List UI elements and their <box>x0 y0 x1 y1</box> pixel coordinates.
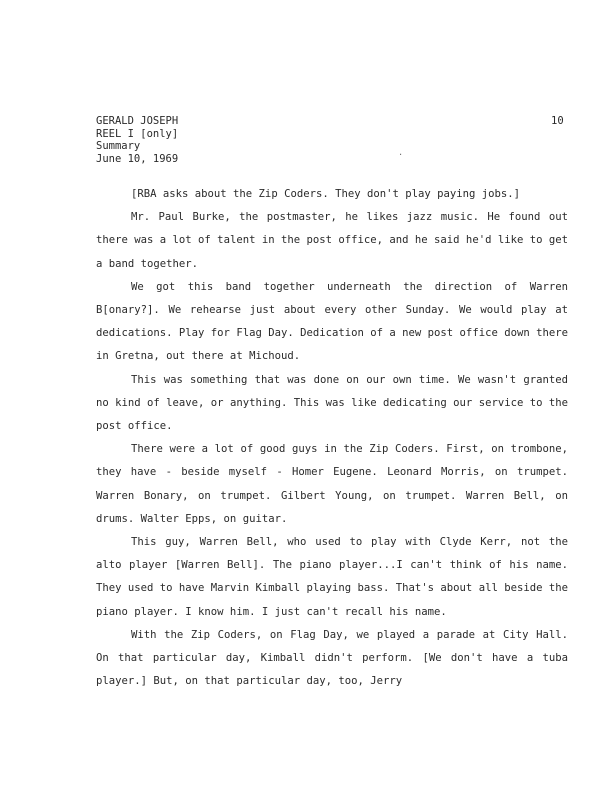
page-number: 10 <box>551 115 564 127</box>
transcript-body <box>96 183 568 693</box>
interviewee-name: GERALD JOSEPH <box>96 115 179 127</box>
paragraph-5: There were a lot of good guys in the Zip Coders. First, on trombone, they have - beside myself - Homer Eugene. Leonard Morris, on trumpet. Warren Bonary, on trumpet. Gilbert Young, on trumpet. Warren Bell, on drums. Walter Epps, on guitar. <box>96 443 568 525</box>
interview-date: June 10, 1969 <box>96 152 179 165</box>
paragraph-6: This guy, Warren Bell, who used to play with Clyde Kerr, not the alto player [Warren Bell]. The piano player...I can't think of his name. They used to have Marvin Kimball playing bass. That's about all beside the piano player. I know him. I just can't recall his name. <box>96 536 568 618</box>
stray-mark: ‧ <box>399 150 403 161</box>
paragraph-2: Mr. Paul Burke, the postmaster, he likes jazz music. He found out there was a lot of talent in the post office, and he said he'd like to get a band together. <box>96 211 568 270</box>
document-type: Summary <box>96 140 141 153</box>
paragraph-4: This was something that was done on our own time. We wasn't granted no kind of leave, or anything. This was like dedicating our service to the post office. <box>96 373 568 433</box>
reel-label: REEL I [only] <box>96 127 179 140</box>
paragraph-7: With the Zip Coders, on Flag Day, we played a parade at City Hall. On that particular day, Kimball didn't perform. [We don't have a tuba player.] But, on that particular day, too, Jerry <box>96 628 568 688</box>
paragraph-3: We got this band together underneath the direction of Warren B[onary?]. We rehearse just about every other Sunday. We would play at dedications. Play for Flag Day. Dedication of a new post office down there in Gretna, out there at Michoud. <box>96 280 568 363</box>
header-block <box>96 115 178 165</box>
paragraph-1: [RBA asks about the Zip Coders. They don't play paying jobs.] <box>131 188 521 200</box>
